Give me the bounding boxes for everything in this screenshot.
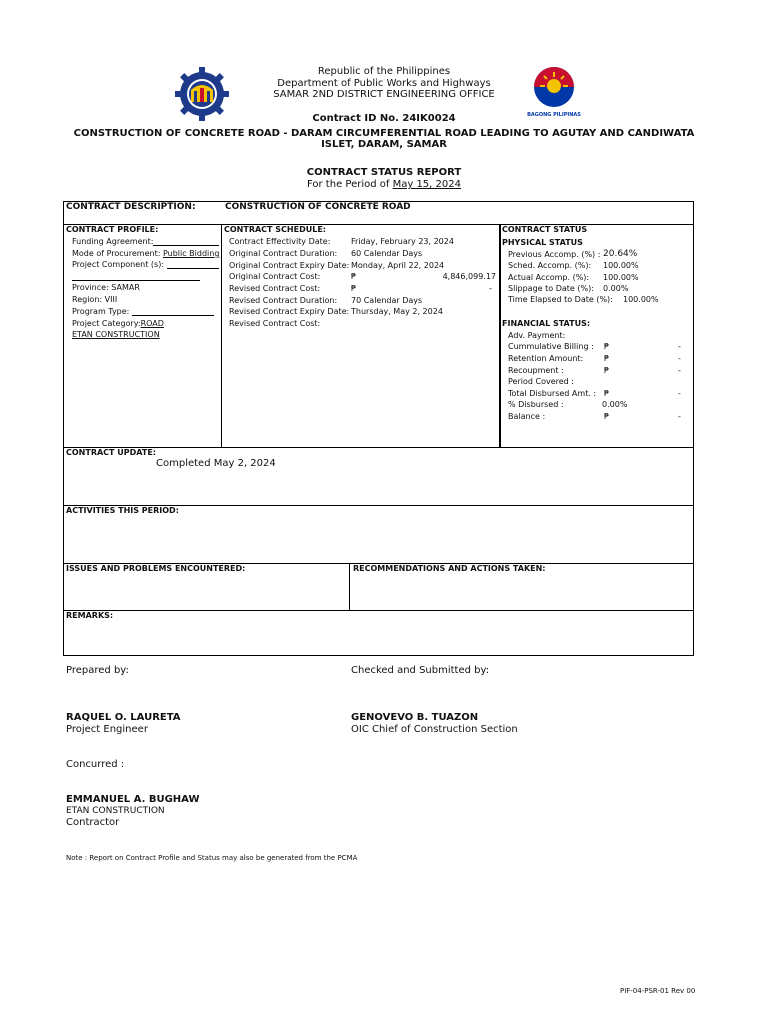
concurred-title: Contractor	[66, 817, 120, 828]
project-component-blank	[72, 272, 200, 281]
category-label: Project Category:	[72, 319, 141, 328]
peso-sign: ₱	[351, 272, 357, 281]
peso-sign: ₱	[604, 366, 610, 375]
schedule-row-label: Revised Contract Expiry Date:	[229, 307, 350, 316]
recommendations-label: RECOMMENDATIONS AND ACTIONS TAKEN:	[353, 564, 546, 573]
financial-row-value: -	[678, 412, 681, 421]
prepared-by-label: Prepared by:	[66, 665, 129, 676]
financial-status-title: FINANCIAL STATUS:	[502, 319, 591, 328]
region: Region: VIII	[72, 295, 118, 304]
schedule-row-value: Monday, April 22, 2024	[351, 261, 445, 270]
checked-by-name: GENOVEVO B. TUAZON	[351, 712, 479, 723]
period-prefix: For the Period of	[307, 179, 390, 190]
physical-row-value: 100.00%	[603, 261, 639, 270]
schedule-row-label: Original Contract Duration:	[229, 249, 338, 258]
financial-row-label: Retention Amount:	[508, 354, 584, 363]
contract-update-box	[63, 447, 694, 506]
header-line1: Republic of the Philippines	[317, 66, 451, 77]
issues-label: ISSUES AND PROBLEMS ENCOUNTERED:	[66, 564, 246, 573]
concurred-label: Concurred :	[66, 759, 125, 770]
contract-description-box	[63, 201, 694, 225]
peso-sign: ₱	[604, 389, 610, 398]
physical-row-value: 100.00%	[623, 295, 659, 304]
physical-row-value: 20.64%	[603, 249, 638, 259]
schedule-row-label: Original Contract Expiry Date:	[229, 261, 350, 270]
footer-note: Note : Report on Contract Profile and Status may also be generated from the PCMA	[66, 854, 358, 862]
schedule-row-value: Thursday, May 2, 2024	[351, 307, 443, 316]
contract-description-value: CONSTRUCTION OF CONCRETE ROAD	[225, 202, 411, 212]
component-label: Project Component (s):	[72, 260, 165, 269]
revised-contract-amount: -	[489, 284, 492, 293]
financial-row-label: Cummulative Billing :	[508, 342, 594, 351]
physical-row-label: Slippage to Date (%):	[508, 284, 594, 293]
financial-row-label: Balance :	[508, 412, 546, 421]
financial-row-value: 0.00%	[602, 400, 628, 409]
activities-box	[63, 505, 694, 564]
contract-update-value: Completed May 2, 2024	[156, 458, 276, 469]
physical-row-value: 100.00%	[603, 273, 639, 282]
schedule-row-label: Revised Contract Cost:	[229, 284, 321, 293]
header-line2: Department of Public Works and Highways	[277, 78, 491, 89]
peso-sign: ₱	[604, 412, 610, 421]
issues-box	[63, 563, 350, 611]
contract-profile-title: CONTRACT PROFILE:	[66, 225, 159, 234]
project-title-line1: CONSTRUCTION OF CONCRETE ROAD - DARAM CIRCUMFERENTIAL ROAD LEADING TO AGUTAY AND CANDIWATA	[73, 128, 695, 139]
financial-row-value: -	[678, 366, 681, 375]
contract-id: Contract ID No. 24IK0024	[312, 113, 456, 124]
financial-row-label: Adv. Payment:	[508, 331, 566, 340]
schedule-row-value: 70 Calendar Days	[351, 296, 423, 305]
peso-sign: ₱	[604, 342, 610, 351]
contractor-name: ETAN CONSTRUCTION	[72, 330, 160, 339]
project-title-line2: ISLET, DARAM, SAMAR	[321, 139, 447, 150]
schedule-row-label: Contract Effectivity Date:	[229, 237, 331, 246]
physical-row-value: 0.00%	[603, 284, 629, 293]
recommendations-box	[349, 563, 694, 611]
prepared-by-title: Project Engineer	[66, 724, 148, 735]
schedule-row-label: Revised Contract Cost:	[229, 319, 321, 328]
concurred-company: ETAN CONSTRUCTION	[66, 806, 165, 816]
contract-status-title: CONTRACT STATUS	[502, 225, 588, 234]
financial-row-label: Total Disbursed Amt. :	[508, 389, 597, 398]
remarks-box	[63, 610, 694, 656]
column-divider	[499, 224, 501, 447]
report-period	[0, 179, 768, 191]
header-line3: SAMAR 2ND DISTRICT ENGINEERING OFFICE	[273, 89, 495, 100]
financial-row-label: Period Covered :	[508, 377, 574, 386]
province: Province: SAMAR	[72, 283, 140, 292]
contract-description-label: CONTRACT DESCRIPTION:	[66, 202, 196, 212]
schedule-row-label: Original Contract Cost:	[229, 272, 321, 281]
activities-label: ACTIVITIES THIS PERIOD:	[66, 506, 179, 515]
physical-row-label: Actual Accomp. (%):	[508, 273, 590, 282]
financial-row-label: Recoupment :	[508, 366, 564, 375]
peso-sign: ₱	[604, 354, 610, 363]
checked-by-title: OIC Chief of Construction Section	[351, 724, 518, 735]
project-category	[72, 319, 192, 328]
prepared-by-name: RAQUEL O. LAURETA	[66, 712, 181, 723]
contract-update-label: CONTRACT UPDATE:	[66, 448, 156, 457]
schedule-row-value: 60 Calendar Days	[351, 249, 423, 258]
report-title: CONTRACT STATUS REPORT	[306, 167, 462, 178]
physical-row-label: Previous Accomp. (%) :	[508, 250, 601, 259]
physical-row-label: Sched. Accomp. (%):	[508, 261, 592, 270]
checked-by-label: Checked and Submitted by:	[351, 665, 490, 676]
contract-schedule-title: CONTRACT SCHEDULE:	[224, 225, 326, 234]
funding-agreement	[72, 237, 219, 246]
schedule-row-value: Friday, February 23, 2024	[351, 237, 454, 246]
schedule-row-label: Revised Contract Duration:	[229, 296, 338, 305]
period-date: May 15, 2024	[392, 179, 461, 190]
financial-row-value: -	[678, 389, 681, 398]
procurement-value: Public Bidding	[162, 249, 220, 258]
project-component	[72, 260, 219, 269]
remarks-label: REMARKS:	[66, 611, 114, 620]
original-contract-amount: 4,846,099.17	[442, 272, 496, 281]
peso-sign: ₱	[351, 284, 357, 293]
financial-row-label: % Disbursed :	[508, 400, 564, 409]
financial-row-value: -	[678, 342, 681, 351]
procurement-label: Mode of Procurement:	[72, 249, 161, 258]
financial-row-value: -	[678, 354, 681, 363]
form-code: PIF-04-PSR-01 Rev 00	[620, 987, 696, 995]
category-value: ROAD	[140, 319, 164, 328]
physical-row-label: Time Elapsed to Date (%):	[508, 295, 613, 304]
program-type	[72, 307, 214, 316]
physical-status-title: PHYSICAL STATUS	[502, 238, 583, 247]
bagong-pilipinas-caption: BAGONG PILIPINAS	[527, 112, 581, 118]
program-label: Program Type:	[72, 307, 130, 316]
concurred-name: EMMANUEL A. BUGHAW	[66, 794, 200, 805]
funding-label: Funding Agreement:	[72, 237, 154, 246]
mode-of-procurement	[72, 249, 219, 258]
column-divider	[221, 224, 222, 447]
